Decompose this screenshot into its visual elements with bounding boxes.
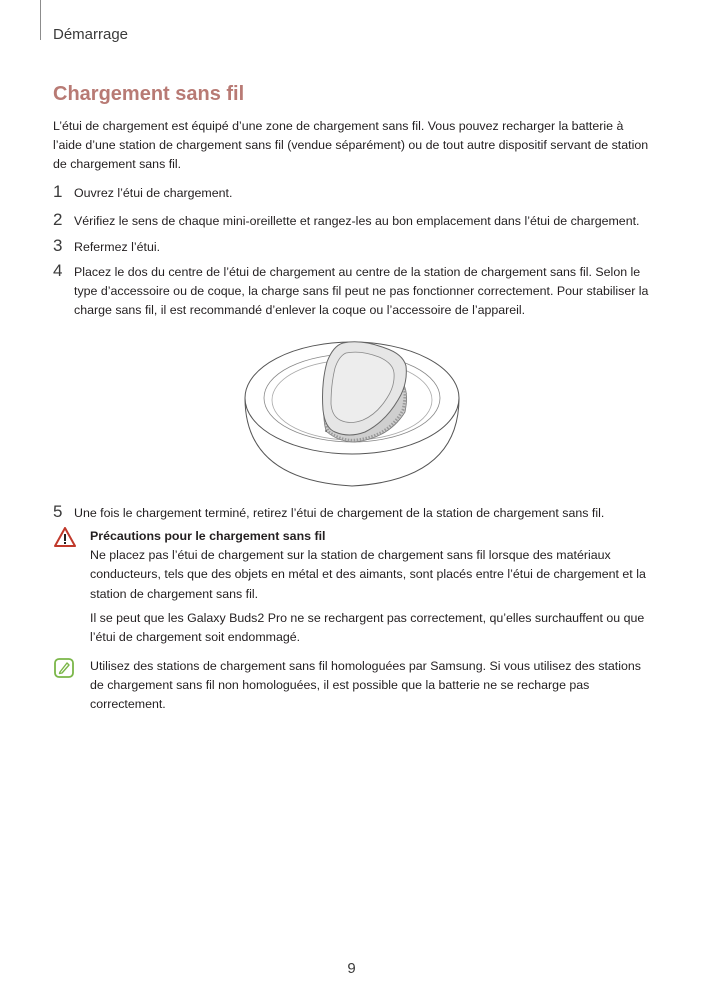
step-text: Vérifiez le sens de chaque mini-oreillette et rangez-les au bon emplacement dans l’étui de chargement. — [74, 214, 640, 228]
section-header: Démarrage — [53, 26, 129, 43]
warning-heading: Précautions pour le chargement sans fil — [90, 529, 326, 543]
warning-triangle-icon — [54, 527, 76, 547]
step-number: 3 — [53, 236, 63, 255]
step-text: Ouvrez l’étui de chargement. — [74, 186, 233, 200]
step-text: Placez le dos du centre de l’étui de chargement au centre de la station de chargement sans fil. Selon le type d’accessoire ou de coque, la charge sans fil peut ne pas fonctionner correctement. Pour stabiliser la charge sans fil, il est recommandé d’enlever la coque ou l’accessoire de l’appareil. — [74, 265, 649, 318]
step-text: Refermez l’étui. — [74, 240, 161, 254]
step-number: 5 — [53, 502, 63, 521]
header-rule — [40, 0, 41, 40]
page-title: Chargement sans fil — [53, 83, 245, 105]
step-number: 4 — [53, 261, 63, 280]
step-text: Une fois le chargement terminé, retirez l’étui de chargement de la station de chargement sans fil. — [74, 506, 605, 520]
intro-paragraph: L’étui de chargement est équipé d’une zone de chargement sans fil. Vous pouvez recharger la batterie à l’aide d’une station de chargement sans fil (vendue séparément) ou de tout autre dispositif servant de station de chargement sans fil. — [53, 119, 649, 172]
warning-paragraph: Il se peut que les Galaxy Buds2 Pro ne se rechargent pas correctement, qu’elles surchauffent ou que l’étui de chargement soit endommagé. — [90, 610, 645, 645]
note-text: Utilisez des stations de chargement sans fil homologuées par Samsung. Si vous utilisez des stations de chargement sans fil non homologuées, il est possible que la batterie ne se recharge pas correctement. — [90, 659, 641, 712]
note-pencil-icon — [54, 658, 74, 678]
step-number: 1 — [53, 182, 63, 201]
wireless-charger-illustration — [243, 340, 461, 490]
page-number: 9 — [347, 960, 356, 977]
step-number: 2 — [53, 210, 63, 229]
note-block — [90, 657, 655, 715]
warning-block — [90, 527, 655, 647]
warning-paragraph: Ne placez pas l’étui de chargement sur la station de chargement sans fil lorsque des matériaux conducteurs, tels que des objets en métal et des aimants, sont placés entre l’étui de chargement et la station de chargement sans fil. — [90, 548, 646, 601]
